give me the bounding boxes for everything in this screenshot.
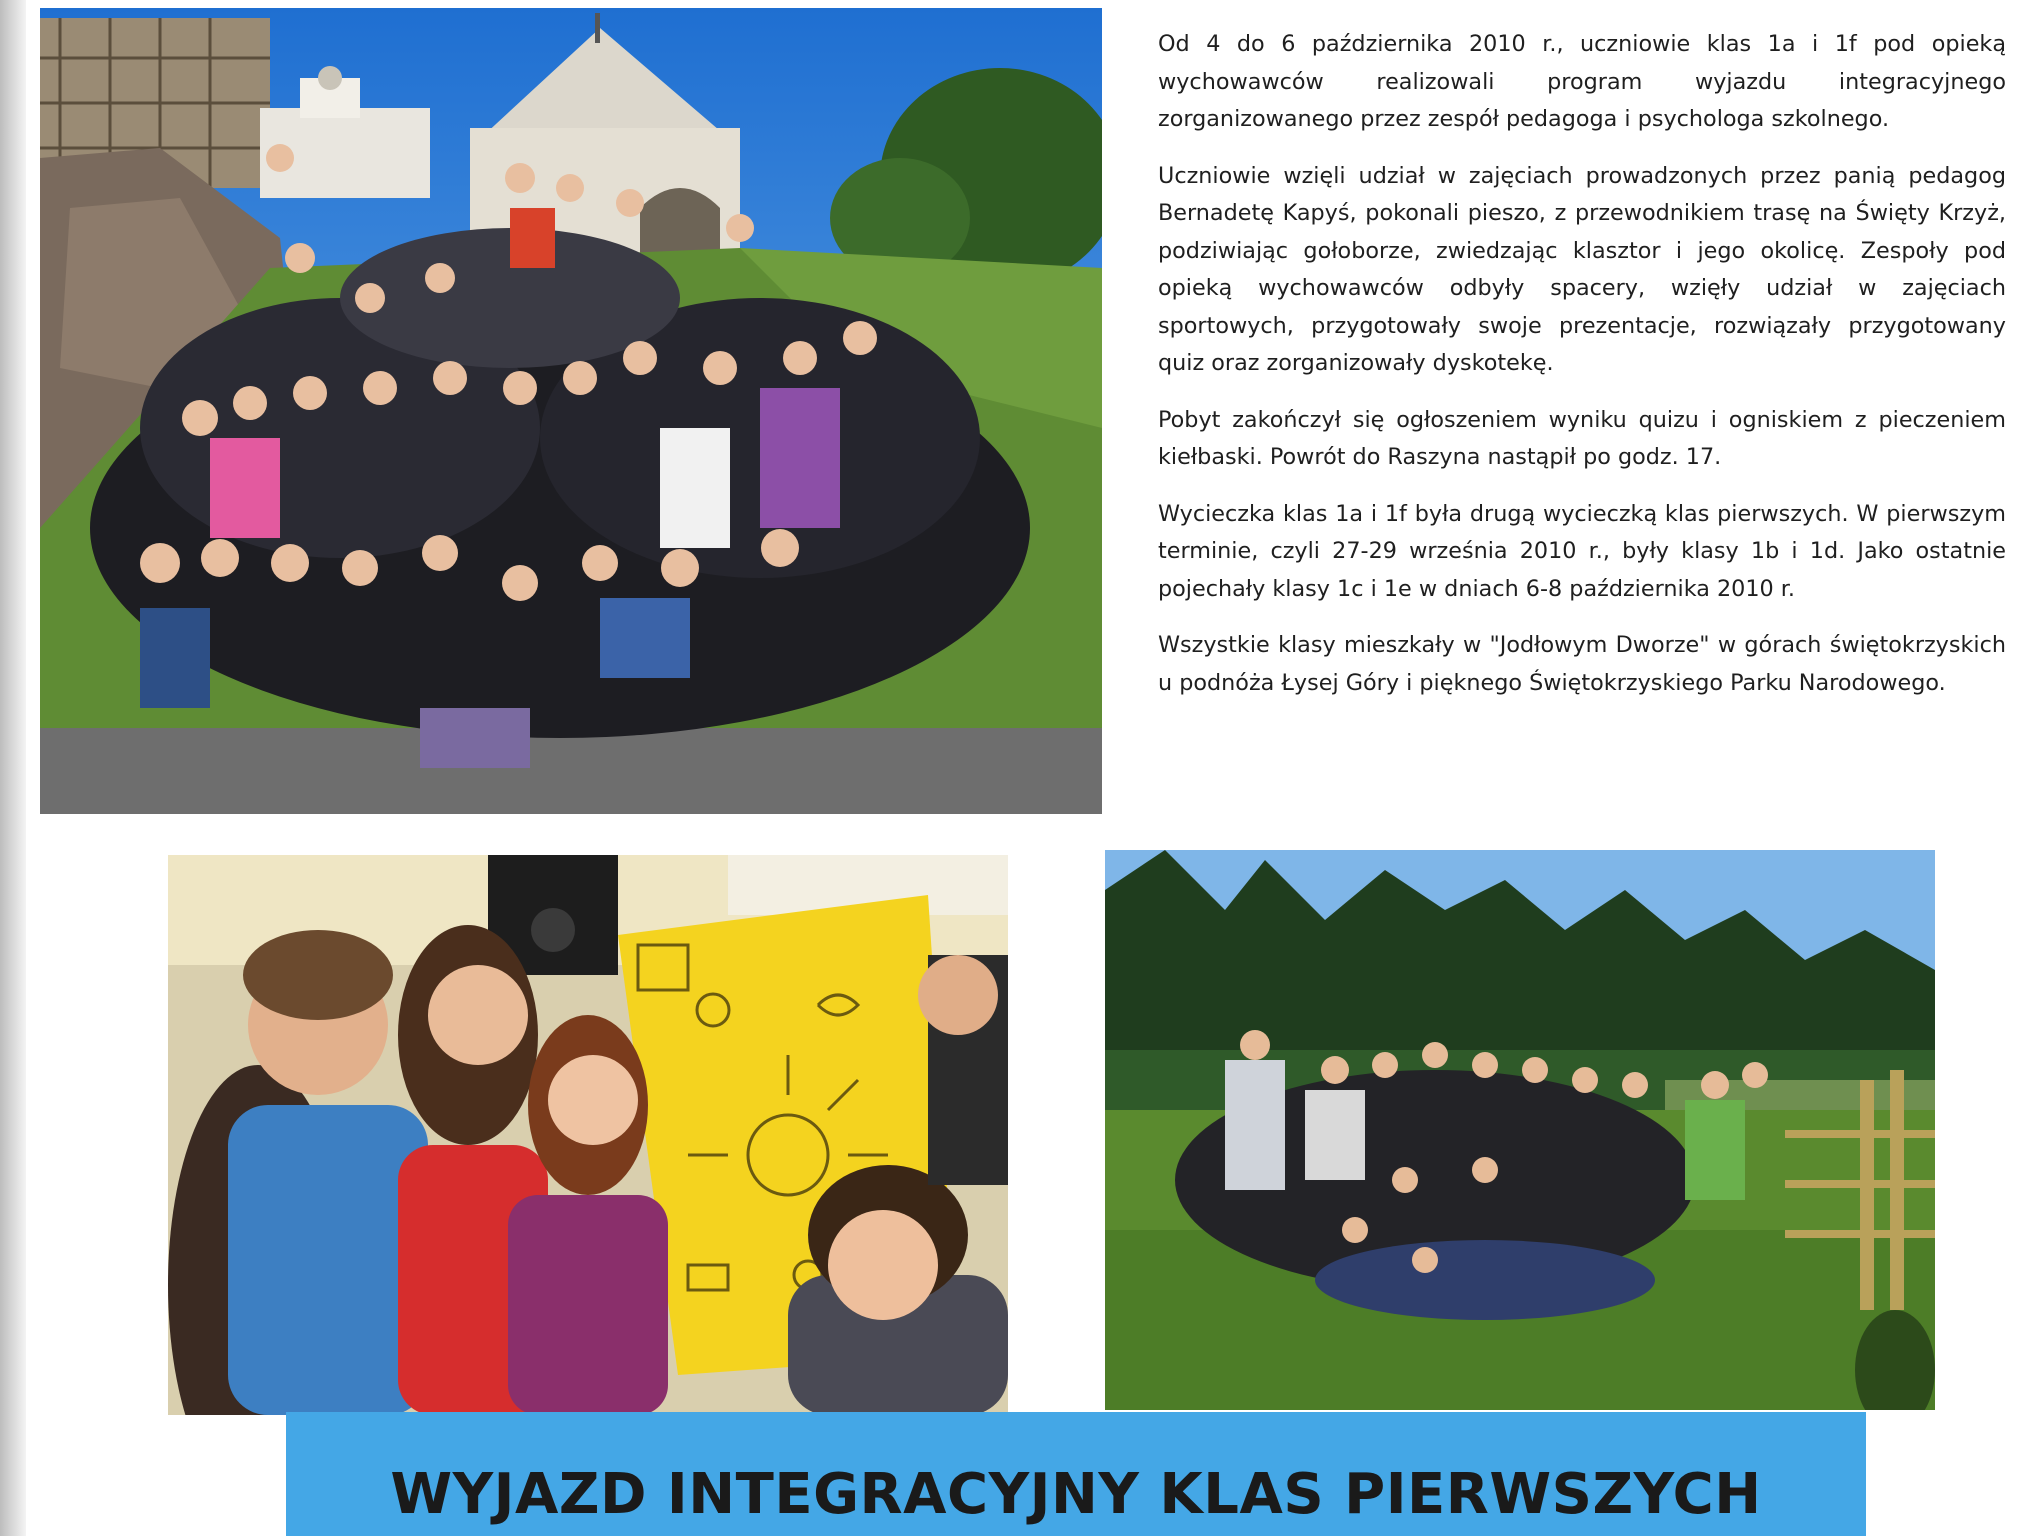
article-text	[1158, 26, 2006, 721]
title-banner	[286, 1412, 1866, 1536]
article-paragraph: Pobyt zakończył się ogłoszeniem wyniku quizu i ogniskiem z pieczeniem kiełbaski. Powrót do Raszyna nastąpił po godz. 17.	[1158, 406, 2006, 470]
article-paragraph: Wszystkie klasy mieszkały w "Jodłowym Dworze" w górach świętokrzyskich u podnóża Łysej Góry i pięknego Świętokrzyskiego Parku Narodowego.	[1158, 632, 2006, 696]
article-paragraph: Uczniowie wzięli udział w zajęciach prowadzonych przez panią pedagog Bernadetę Kapyś, pokonali pieszo, z przewodnikiem trasę na Święty Krzyż, podziwiając gołoborze, zwiedzając klasztor i jego okolicę. Zespoły pod opieką wychowawców odbyły spacery, wzięły udział w zajęciach sportowych, przygotowały swoje prezentacje, rozwiązały przygotowany quiz oraz zorganizowały dyskotekę.	[1158, 162, 2006, 376]
photo-students-poster	[168, 855, 1008, 1415]
photo-group-meadow	[1105, 850, 1935, 1410]
article-paragraph: Wycieczka klas 1a i 1f była drugą wycieczką klas pierwszych. W pierwszym terminie, czyli 27-29 września 2010 r., były klasy 1b i 1d. Jako ostatnie pojechały klasy 1c i 1e w dniach 6-8 października 2010 r.	[1158, 500, 2006, 602]
scan-page-edge	[0, 0, 26, 1536]
article-paragraph: Od 4 do 6 października 2010 r., uczniowie klas 1a i 1f pod opieką wychowawców realizowali program wyjazdu integracyjnego zorganizowanego przez zespół pedagoga i psychologa szkolnego.	[1158, 31, 2006, 132]
page-title: WYJAZD INTEGRACYJNY KLAS PIERWSZYCH	[390, 1462, 1762, 1527]
group-photo-monastery	[40, 8, 1102, 814]
